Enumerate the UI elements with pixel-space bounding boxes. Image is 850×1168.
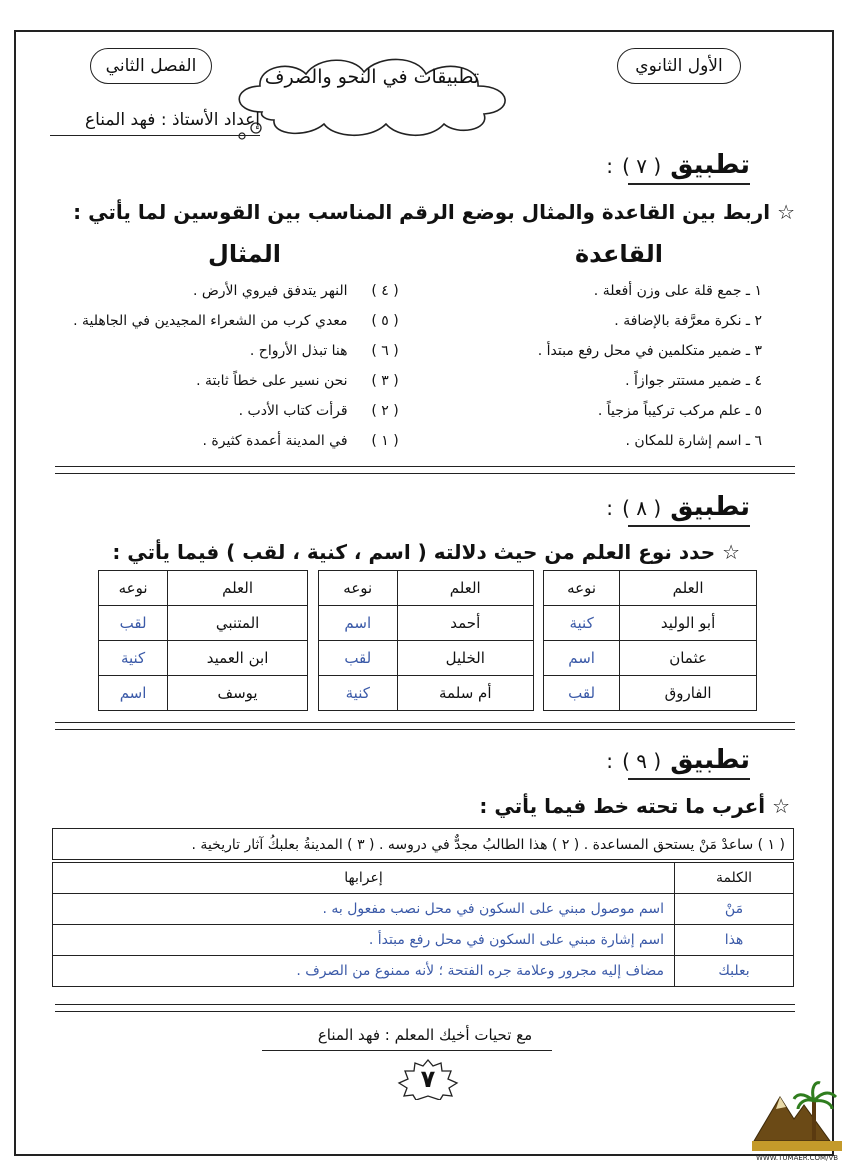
names-table-3 — [98, 570, 308, 711]
example-number: ( ٦ ) — [371, 343, 399, 359]
example-number: ( ٢ ) — [371, 403, 399, 419]
example-item — [203, 433, 418, 449]
table-head: العلم — [397, 571, 533, 606]
example-number: ( ١ ) — [371, 433, 399, 449]
ex8-title — [606, 492, 750, 522]
closing-underline — [262, 1050, 552, 1051]
parse-text: مضاف إليه مجرور وعلامة جره الفتحة ؛ لأنه ممنوع من الصرف . — [53, 956, 675, 987]
ex9-colon: : — [606, 749, 614, 773]
example-item — [239, 403, 418, 419]
ex9-instruction: ☆ أعرب ما تحته خط فيما يأتي : — [479, 794, 790, 818]
parsed-word: هذا — [675, 925, 794, 956]
type-cell: اسم — [99, 676, 168, 711]
ex9-number: ( ٩ ) — [622, 749, 662, 773]
ex8-label: تطبيق — [670, 492, 750, 522]
table-head: إعرابها — [53, 863, 675, 894]
names-table-2 — [318, 570, 534, 711]
parsed-word: بعلبك — [675, 956, 794, 987]
table-head: نوعه — [319, 571, 398, 606]
example-text: معدي كرب من الشعراء المجيدين في الجاهلية . — [73, 313, 348, 329]
example-text: في المدينة أعمدة كثيرة . — [202, 433, 348, 449]
ex8-instruction: ☆ حدد نوع العلم من حيث دلالته ( اسم ، كنية ، لقب ) فيما يأتي : — [112, 540, 740, 564]
type-cell: لقب — [319, 641, 398, 676]
table-head: نوعه — [544, 571, 620, 606]
example-number: ( ٥ ) — [371, 313, 399, 329]
type-cell: كنية — [319, 676, 398, 711]
ex8-number: ( ٨ ) — [622, 496, 662, 520]
ex7-instruction: ☆ اربط بين القاعدة والمثال بوضع الرقم المناسب بين القوسين لما يأتي : — [73, 200, 795, 224]
table-head: العلم — [168, 571, 308, 606]
parsing-table — [52, 862, 794, 987]
grade-text: الأول الثانوي — [635, 56, 723, 76]
type-cell: لقب — [544, 676, 620, 711]
name-cell: أبو الوليد — [620, 606, 757, 641]
name-cell: الخليل — [397, 641, 533, 676]
name-cell: ابن العميد — [168, 641, 308, 676]
table-head: العلم — [620, 571, 757, 606]
example-item — [193, 283, 418, 299]
ex7-title-underline — [628, 183, 750, 185]
page-title: تطبيقات في النحو والصرف — [264, 66, 480, 88]
example-item — [196, 373, 418, 389]
name-cell: المتنبي — [168, 606, 308, 641]
parse-text: اسم موصول مبني على السكون في محل نصب مفعول به . — [53, 894, 675, 925]
example-item — [73, 313, 418, 329]
section-divider — [55, 466, 795, 474]
type-cell: اسم — [544, 641, 620, 676]
example-text: هنا تبذل الأرواح . — [249, 343, 348, 359]
site-logo-icon — [750, 1075, 845, 1163]
example-text: نحن نسير على خطاً ثابتة . — [196, 373, 348, 389]
ex9-title — [606, 745, 750, 775]
ex7-number: ( ٧ ) — [622, 154, 662, 178]
name-cell: الفاروق — [620, 676, 757, 711]
ex7-colon: : — [606, 154, 614, 178]
rule-column-head: القاعدة — [575, 240, 663, 268]
example-text: النهر يتدفق فيروي الأرض . — [192, 283, 348, 299]
ex8-title-underline — [628, 525, 750, 527]
ex7-label: تطبيق — [670, 150, 750, 180]
rule-item: ٥ ـ علم مركب تركيباً مزجياً . — [597, 403, 762, 419]
type-cell: اسم — [319, 606, 398, 641]
rule-item: ٢ ـ نكرة معرَّفة بالإضافة . — [614, 313, 762, 329]
name-cell: أم سلمة — [397, 676, 533, 711]
author-underline — [50, 135, 260, 136]
section-divider — [55, 722, 795, 730]
closing-line: مع تحيات أخيك المعلم : فهد المناع — [317, 1026, 533, 1044]
example-column-head: المثال — [208, 240, 281, 268]
name-cell: أحمد — [397, 606, 533, 641]
ex8-colon: : — [606, 496, 614, 520]
name-cell: يوسف — [168, 676, 308, 711]
rule-item: ١ ـ جمع قلة على وزن أفعلة . — [593, 283, 762, 299]
parsed-word: مَنْ — [675, 894, 794, 925]
type-cell: كنية — [544, 606, 620, 641]
sentences-box: ( ١ ) ساعدْ مَنْ يستحق المساعدة . ( ٢ ) هذا الطالبُ مجدٌّ في دروسه . ( ٣ ) المدينةُ بعلبكُ آثار تاريخية . — [52, 828, 794, 860]
author-line: إعداد الأستاذ : فهد المناع — [84, 110, 260, 130]
ex9-label: تطبيق — [670, 745, 750, 775]
type-cell: لقب — [99, 606, 168, 641]
example-text: قرأت كتاب الأدب . — [238, 403, 348, 419]
logo-caption: WWW.TUMAER.COM/VB — [755, 1154, 839, 1162]
type-cell: كنية — [99, 641, 168, 676]
page-number: ٧ — [420, 1065, 436, 1093]
parse-text: اسم إشارة مبني على السكون في محل رفع مبتدأ . — [53, 925, 675, 956]
table-head: الكلمة — [675, 863, 794, 894]
rule-item: ٦ ـ اسم إشارة للمكان . — [625, 433, 762, 449]
section-divider — [55, 1004, 795, 1012]
example-number: ( ٤ ) — [371, 283, 399, 299]
ex7-title — [606, 150, 750, 180]
term-text: الفصل الثاني — [105, 56, 197, 76]
example-number: ( ٣ ) — [371, 373, 399, 389]
name-cell: عثمان — [620, 641, 757, 676]
names-table-1 — [543, 570, 757, 711]
rule-item: ٤ ـ ضمير مستتر جوازاً . — [625, 373, 762, 389]
table-head: نوعه — [99, 571, 168, 606]
example-item — [250, 343, 418, 359]
rule-item: ٣ ـ ضمير متكلمين في محل رفع مبتدأ . — [537, 343, 762, 359]
ex9-title-underline — [628, 778, 750, 780]
